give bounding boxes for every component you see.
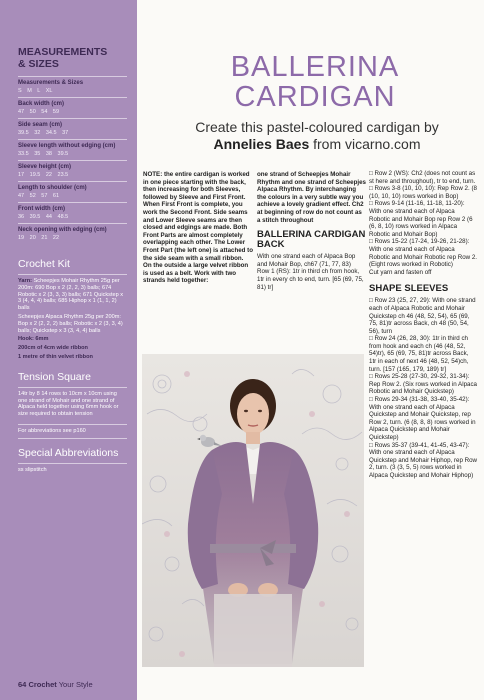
kit-ribbon-2 [18, 354, 127, 361]
back-heading-line-2: BACK [257, 239, 285, 251]
designer-site: from vicarno.com [309, 136, 421, 152]
kit-yarn [18, 278, 127, 312]
pattern-row: □ Rows 15-22 (17-24, 19-26, 21-28): With one strand each of Alpaca Robotic and Mohair Robotic rep Row 2. (Eight rows worked in Robotic) [369, 238, 477, 269]
abbreviations-reference: For abbreviations see p160 [18, 427, 86, 434]
pattern-row: □ Row 23 (25, 27, 29): With one strand each of Alpaca Robotic and Mohair Quickstep ch 46 (48, 52, 54), 65 (69, 75, 81)tr across Back, ch 48 (50, 54, 56), turn [369, 297, 476, 335]
back-heading-line-1: BALLERINA CARDIGAN [257, 229, 366, 241]
face [237, 393, 269, 435]
kit-hook-label: Hook: [18, 336, 34, 343]
measurement-row [18, 139, 127, 160]
pattern-row: □ Rows 29-34 (31-38, 33-40, 35-42): With one strand each of Alpaca Quickstep and Mohair Quickstep, rep Row 2, turn. (6 (8, 8, 8) rows worked in Alpaca Quickstep and Mohair Quickstep) [369, 396, 476, 441]
back-heading [257, 230, 366, 250]
measurement-value: 47 50 54 59 [18, 109, 60, 115]
column-note [143, 171, 253, 285]
measurement-value: 47 52 57 61 [18, 193, 60, 199]
measurement-row [18, 223, 127, 244]
measurement-row [18, 181, 127, 202]
measurement-label: Sleeve length without edging (cm) [18, 143, 116, 149]
velvet-belt [210, 544, 296, 553]
measurement-value: 17 19.5 22 23.5 [18, 172, 69, 178]
kit-hook-value: 6mm [35, 336, 49, 343]
sidebar [0, 0, 137, 700]
pattern-row: Cut yarn and fasten off [369, 268, 432, 276]
designer-name: Annelies Baes [213, 136, 310, 152]
subtitle-line-2 [150, 136, 484, 153]
kit-yarn-label: Yarn: [18, 278, 32, 284]
measurements-heading [18, 46, 127, 70]
kit-ribbon-2-text: 1 metre of thin velvet ribbon [18, 353, 93, 360]
model-illustration [142, 354, 364, 667]
kit-yarn-mohair: Scheepjes Mohair Rhythm 25g per 200m: 690 Bop x 2 (2, 2, 3) balls; 674 Robotic x 2 (3, 3, 3) balls; 671 Quickstep x 3 (4, 4, 4) balls; 685 Hiphop x 1 (1, 1, 2) balls [18, 278, 124, 312]
intro-text: one strand of Scheepjes Mohair Rhythm and one strand of Scheepjes Alpaca Rhythm. By interchanging the colours in a very subtle way you achieve a lovely gradient effect. Ch2 at beginning of row do not count as a stitch throughout [257, 171, 366, 224]
measurement-row [18, 202, 127, 223]
measurement-value: 39.5 32 34.5 37 [18, 130, 69, 136]
measurement-label: Front width (cm) [18, 206, 65, 212]
pattern-row: □ Rows 3-8 (10, 10, 10): Rep Row 2. (8 (10, 10, 10) rows worked in Bop) [369, 185, 477, 200]
pattern-row: □ Rows 35-37 (39-41, 41-45, 43-47): With one strand each of Alpaca Quickstep and Mohair Hiphop, rep Row 2, turn. (3 (3, 5, 5) rows worked in Alpaca Quickstep and Mohair Hiphop) [369, 441, 477, 479]
measurement-label: Sleeve height (cm) [18, 164, 72, 170]
divider [18, 387, 127, 388]
sleeves-heading: SHAPE SLEEVES [369, 283, 449, 295]
measurement-label: Back width (cm) [18, 101, 65, 107]
divider [18, 438, 127, 439]
measurement-row [18, 76, 127, 97]
pattern-row: □ Row 24 (26, 28, 30): 1tr in third ch from hook and each ch (46 (48, 52, 54)tr), 65 (69, 75, 81)tr across Back, 1tr in each of next 46 (48, 52, 54)ch, turn. [157 (165, 179, 189) tr] [369, 335, 469, 373]
measurements-heading-line-1: MEASUREMENTS [18, 46, 108, 58]
back-text: With one strand each of Alpaca Bop and Mohair Bop, ch67 (71, 77, 83) [257, 253, 356, 268]
kit-hook [18, 336, 127, 343]
divider [18, 274, 127, 275]
page-number: 64 [18, 680, 27, 689]
measurement-label: Neck opening with edging (cm) [18, 227, 107, 233]
pattern-row: □ Row 2 (WS): Ch2 (does not count as st here and throughout), tr to end, turn. [369, 170, 476, 185]
special-abbreviations-heading: Special Abbreviations [18, 446, 119, 459]
magazine-name: Your Style [58, 680, 93, 689]
measurement-value: 33.5 35 38 39.5 [18, 151, 69, 157]
subtitle-line-1: Create this pastel-coloured cardigan by [195, 119, 439, 135]
kit-ribbon-1 [18, 345, 127, 352]
model-photo [142, 354, 364, 667]
measurement-row [18, 97, 127, 118]
subtitle [150, 119, 484, 153]
crochet-kit-heading: Crochet Kit [18, 258, 70, 270]
column-rows [369, 170, 477, 480]
note-text: NOTE: the entire cardigan is worked in one piece starting with the back, then increasing for both Sleeves, followed by Sleeve and First Front. When First Front is complete, you work the Second Front. Side seams and Lower Sleeve seams are then closed and edgings are made. Both Front Parts are almost completely overlapping each other. The Lower Front Part (the left one) is attached to the side seam with a small ribbon. On the outside a large velvet ribbon is used as a belt. Work with two strands held together: [143, 171, 254, 285]
measurement-row [18, 118, 127, 139]
measurements-table [18, 76, 127, 244]
title-line-1: BALLERINA [230, 51, 400, 83]
measurement-row [18, 160, 127, 181]
kit-ribbon-1-text: 200cm of 4cm wide ribbon [18, 345, 88, 352]
back-row-1: Row 1 (RS): 1tr in third ch from hook, 1tr in every ch to end, turn. [65 (69, 75, 81) tr] [257, 268, 364, 291]
pattern-row: □ Rows 9-14 (11-16, 11-18, 11-20): With one strand each of Alpaca Robotic and Mohair Bop rep Row 2 (6 (6, 8, 10) rows worked in Alpaca Robotic and Mohair Bop) [369, 200, 473, 238]
column-back [257, 171, 366, 291]
kit-yarn-alpaca: Scheepjes Alpaca Rhythm 25g per 200m: Bop x 2 (2, 2, 2) balls; Robotic x 2 (3, 3, 4) balls; Quickstep x 3 (3, 4, 4) balls [18, 313, 123, 334]
measurement-value: S M L XL [18, 88, 53, 94]
tension-heading: Tension Square [18, 370, 91, 383]
measurement-label: Length to shoulder (cm) [18, 185, 87, 191]
title-line-2: CARDIGAN [234, 81, 396, 113]
measurement-label: Measurements & Sizes [18, 80, 84, 86]
page-footer [18, 680, 93, 689]
magazine-brand: Crochet [28, 680, 57, 689]
special-abbreviations-text: ss slipstitch [18, 466, 47, 473]
tension-text: 14tr by 8 14 rows to 10cm x 10cm using one strand of Mohair and one strand of Alpaca held together using 6mm hook or size required to obtain tension [18, 390, 119, 418]
measurement-label: Side seam (cm) [18, 122, 63, 128]
measurement-value: 19 20 21 22 [18, 235, 60, 241]
measurements-heading-line-2: & SIZES [18, 58, 59, 70]
page-title [146, 52, 484, 112]
skirt [214, 594, 292, 667]
pattern-row: □ Rows 25-28 (27-30, 29-32, 31-34): Rep Row 2. (Six rows worked in Alpaca Robotic and Mohair Quickstep) [369, 373, 477, 396]
measurement-value: 36 39.5 44 48.5 [18, 214, 69, 220]
